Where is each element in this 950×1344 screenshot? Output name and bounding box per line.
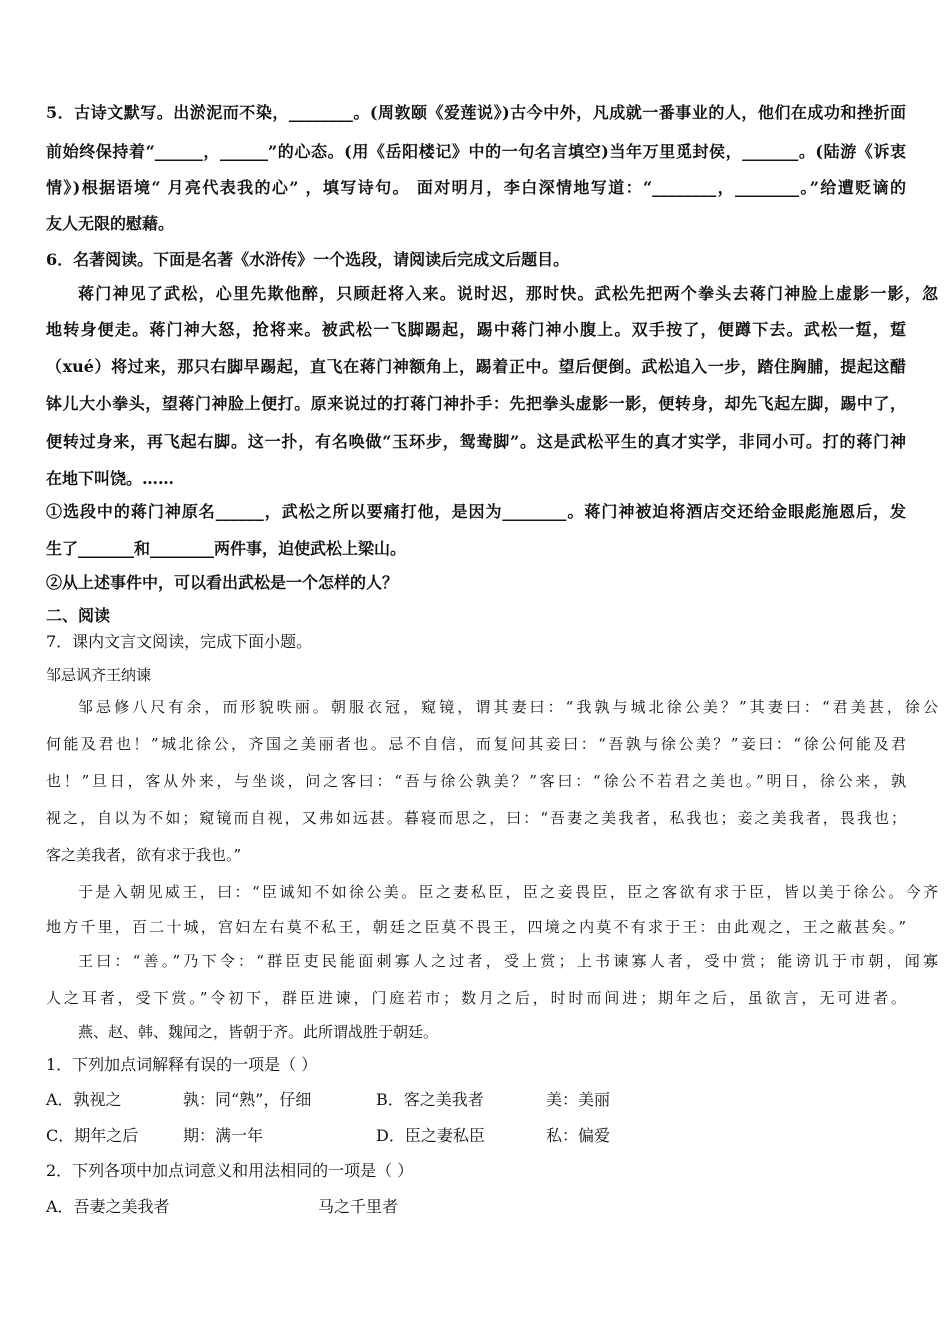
q5-line-4: 友人无限的慰藉。 <box>46 214 175 233</box>
option-a-meaning: 孰：同“熟”，仔细 <box>183 1090 312 1109</box>
q5-line-1: 5．古诗文默写。出淤泥而不染，________。(周敦颐《爱莲说》)古今中外，凡成就一番事业的人，他们在成功和挫折面 <box>46 103 906 122</box>
classical-passage-line: 人之耳者，受下赏。”令初下，群臣进谏，门庭若市；数月之后，时时而间进；期年之后，虽欲言，无可进者。 <box>46 989 906 1007</box>
option-b-meaning: 美：美丽 <box>546 1090 611 1109</box>
classical-passage-line: 也！”旦日，客从外来，与坐谈，问之客曰：“吾与徐公孰美？”客曰：“徐公不若君之美也。”明日，徐公来，孰 <box>46 772 906 790</box>
option-c-label: C．期年之后 <box>46 1126 139 1145</box>
q6-passage-line: 蒋门神见了武松，心里先欺他醉，只顾赶将入来。说时迟，那时快。武松先把两个拳头去蒋门神脸上虚影一影，忽 <box>78 284 938 303</box>
classical-passage-line: 客之美我者，欲有求于我也。” <box>46 846 242 864</box>
q6-sub1-line-2: 生了_______和________两件事，迫使武松上梁山。 <box>46 539 407 558</box>
q6-sub1-line-1: ①选段中的蒋门神原名______，武松之所以要痛打他，是因为________。蒋门神被迫将酒店交还给金眼彪施恩后，发 <box>46 502 906 521</box>
section-heading: 二、阅读 <box>46 606 111 625</box>
q7-2-options-row-1 <box>46 1197 906 1217</box>
classical-passage-line: 于是入朝见威王，曰：“臣诚知不如徐公美。臣之妻私臣，臣之妾畏臣，臣之客欲有求于臣，皆以美于徐公。今齐 <box>78 883 938 901</box>
q6-passage-line: 钵儿大小拳头，望蒋门神脸上便打。原来说过的打蒋门神扑手：先把拳头虚影一影，便转身，却先飞起左脚，踢中了， <box>46 394 906 413</box>
option-c-meaning: 期：满一年 <box>183 1126 264 1145</box>
option-a-label: A．孰视之 <box>46 1090 122 1109</box>
q7-intro: 7．课内文言文阅读，完成下面小题。 <box>46 632 313 651</box>
classical-passage-line: 视之，自以为不如；窥镜而自视，又弗如远甚。暮寝而思之，曰：“吾妻之美我者，私我也；妾之美我者，畏我也； <box>46 809 906 827</box>
q6-passage-line: 便转过身来，再飞起右脚。这一扑，有名唤做“玉环步，鸳鸯脚”。这是武松平生的真才实学，非同小可。打的蒋门神 <box>46 432 906 451</box>
classical-passage-line: 王曰：“善。”乃下令：“群臣吏民能面刺寡人之过者，受上赏；上书谏寡人者，受中赏；能谤讥于市朝，闻寡 <box>78 952 938 970</box>
q7-1-stem: 1．下列加点词解释有误的一项是（ ） <box>46 1055 318 1074</box>
passage-title: 邹忌讽齐王纳谏 <box>46 666 152 684</box>
option-a-compare: 马之千里者 <box>318 1197 399 1216</box>
q7-1-options-row-1 <box>46 1090 906 1110</box>
option-d-meaning: 私：偏爱 <box>546 1126 611 1145</box>
option-a-label: A．吾妻之美我者 <box>46 1197 170 1216</box>
q7-1-options-row-2 <box>46 1126 906 1146</box>
q6-intro: 6．名著阅读。下面是名著《水浒传》一个选段，请阅读后完成文后题目。 <box>46 250 570 269</box>
classical-passage-line: 何能及君也！”城北徐公，齐国之美丽者也。忌不自信，而复问其妾曰：“吾孰与徐公美？”妾曰：“徐公何能及君 <box>46 735 906 753</box>
classical-passage-line: 邹忌修八尺有余，而形貌昳丽。朝服衣冠，窥镜，谓其妻曰：“我孰与城北徐公美？”其妻曰：“君美甚，徐公 <box>78 698 938 716</box>
q5-line-3: 情》)根据语境“ 月亮代表我的心” ，填写诗句。 面对明月，李白深情地写道：“________，________。”给遭贬谪的 <box>46 178 906 197</box>
q5-line-2: 前始终保持着“______，______”的心态。(用《岳阳楼记》中的一句名言填空)当年万里觅封侯，_______。(陆游《诉衷 <box>46 142 906 161</box>
classical-passage-line: 地方千里，百二十城，宫妇左右莫不私王，朝廷之臣莫不畏王，四境之内莫不有求于王：由此观之，王之蔽甚矣。” <box>46 918 906 936</box>
option-b-label: B．客之美我者 <box>376 1090 484 1109</box>
q7-2-stem: 2．下列各项中加点词意义和用法相同的一项是（ ） <box>46 1161 414 1180</box>
q6-passage-line: 地转身便走。蒋门神大怒，抢将来。被武松一飞脚踢起，踢中蒋门神小腹上。双手按了，便蹲下去。武松一踅，踅 <box>46 320 906 339</box>
q6-passage-line: （xué）将过来，那只右脚早踢起，直飞在蒋门神额角上，踢着正中。望后便倒。武松追入一步，踏住胸脯，提起这醋 <box>46 357 906 376</box>
option-d-label: D．臣之妻私臣 <box>376 1126 485 1145</box>
q6-sub2: ②从上述事件中，可以看出武松是一个怎样的人？ <box>46 573 399 592</box>
classical-passage-line: 燕、赵、韩、魏闻之，皆朝于齐。此所谓战胜于朝廷。 <box>78 1023 439 1041</box>
q6-passage-line: 在地下叫饶。…… <box>46 469 175 488</box>
